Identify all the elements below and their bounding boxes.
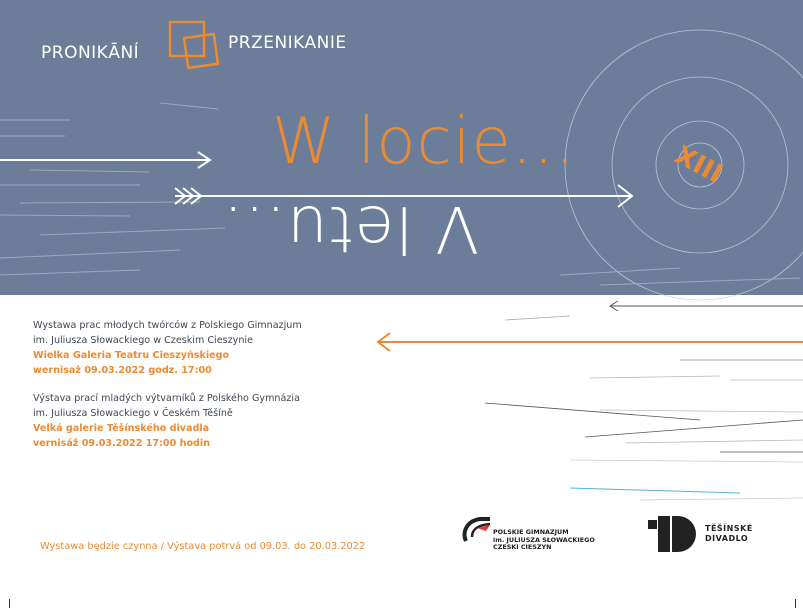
lower-arrows	[378, 301, 803, 500]
gymnazjum-name	[493, 529, 595, 552]
gym-line3: CZESKI CIESZYN	[493, 543, 552, 551]
info-cz-venue: Velká galerie Těšínského divadla	[33, 423, 210, 434]
gym-line1: POLSKIE GIMNAZJUM	[493, 528, 569, 536]
divadlo-logo-icon	[648, 514, 700, 554]
info-cz-line2: im. Juliusza Słowackiego v Českém Těšíně	[33, 408, 233, 419]
info-pl-line1: Wystawa prac młodych twórców z Polskiego Gimnazjum	[33, 320, 302, 331]
info-pl-venue: Wielka Galeria Teatru Cieszyńskiego	[33, 350, 230, 361]
divadlo-name	[705, 524, 753, 544]
crop-mark-right	[795, 599, 796, 608]
exhibition-info-polish	[33, 318, 302, 378]
title-polish: W locie...	[272, 105, 576, 179]
crop-mark-left	[9, 599, 10, 608]
exhibition-info-czech	[33, 391, 300, 451]
edition-number: XIII	[669, 140, 728, 190]
title-czech-inverted: V letu...	[222, 191, 479, 265]
ttd-line2: DIVADLO	[705, 534, 749, 543]
ttd-line1: TĚŠÍNSKÉ	[705, 524, 753, 533]
gymnazjum-logo-icon	[460, 515, 494, 547]
info-cz-line1: Výstava prací mladých výtvarníků z Polského Gymnázia	[33, 393, 300, 404]
gym-line2: im. JULIUSZA SŁOWACKIEGO	[493, 535, 595, 544]
info-pl-opening: wernisaż 09.03.2022 godz. 17:00	[33, 365, 212, 376]
brand-logo-icon	[170, 22, 218, 68]
info-pl-line2: im. Juliusza Słowackiego w Czeskim Cieszynie	[33, 335, 253, 346]
brand-right-text: PRZENIKANIE	[228, 33, 347, 53]
brand-left-text: PRONIKĀNÍ	[41, 43, 140, 63]
exhibition-dates-note: Wystawa będzie czynna / Výstava potrvá od 09.03. do 20.03.2022	[40, 541, 366, 552]
info-cz-opening: vernisáž 09.03.2022 17:00 hodin	[33, 438, 211, 449]
